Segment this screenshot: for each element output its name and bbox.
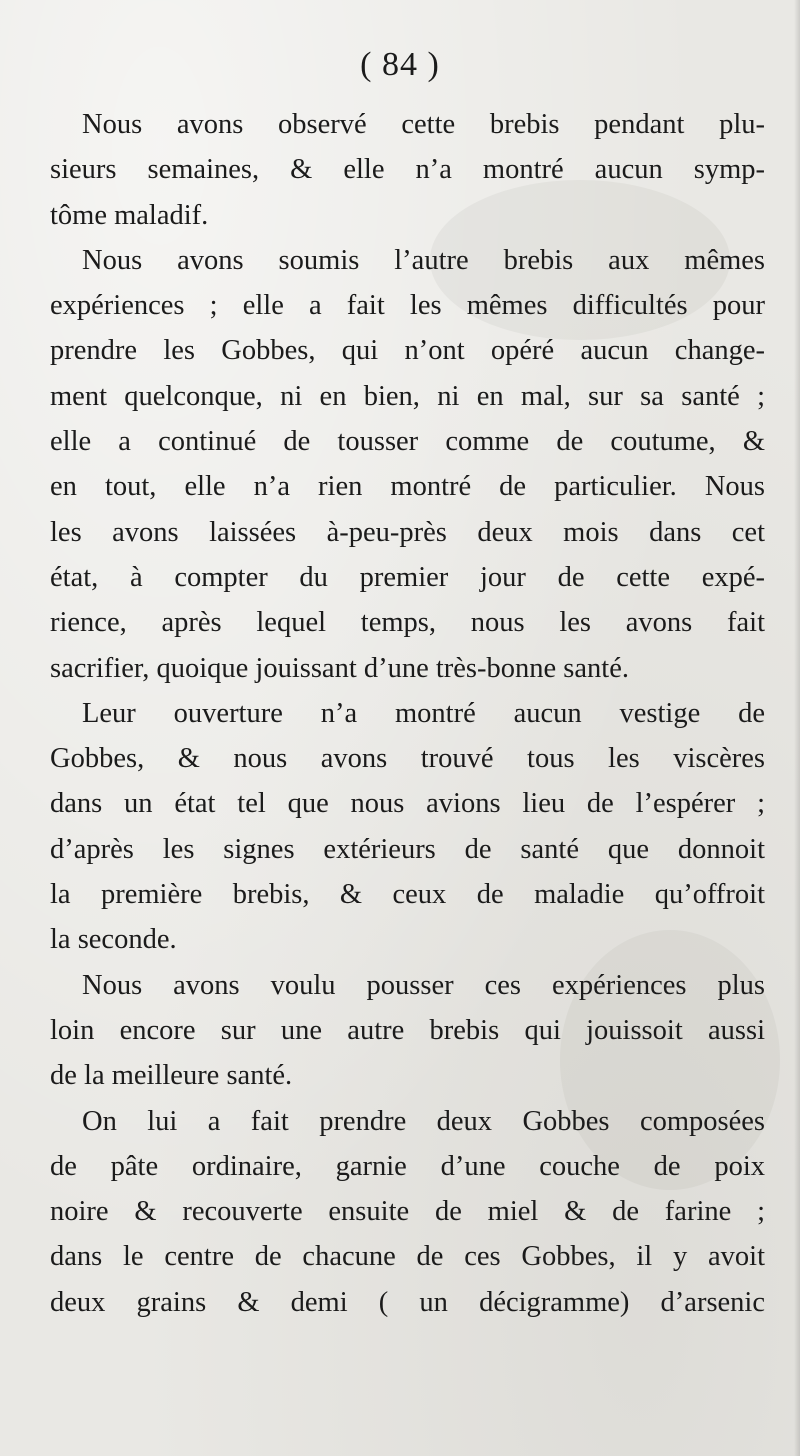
text-line: dans un état tel que nous avions lieu de l’espérer ;	[50, 788, 765, 820]
text-line: Gobbes, & nous avons trouvé tous les viscères	[50, 743, 765, 775]
body-text	[50, 102, 765, 1325]
text-line: prendre les Gobbes, qui n’ont opéré aucun change-	[50, 335, 765, 367]
text-line: d’après les signes extérieurs de santé que donnoit	[50, 833, 765, 865]
text-line: état, à compter du premier jour de cette expé-	[50, 561, 765, 593]
text-line: sacrifier, quoique jouissant d’une très-bonne santé.	[50, 652, 629, 684]
text-line: On lui a fait prendre deux Gobbes composées	[82, 1105, 765, 1137]
text-line: Nous avons observé cette brebis pendant plu-	[82, 109, 765, 140]
text-line: ment quelconque, ni en bien, ni en mal, sur sa santé ;	[50, 380, 765, 412]
text-line: dans le centre de chacune de ces Gobbes, il y avoit	[50, 1241, 765, 1273]
text-line: noire & recouverte ensuite de miel & de farine ;	[50, 1196, 765, 1228]
text-line: en tout, elle n’a rien montré de particulier. Nous	[50, 471, 765, 503]
text-line: tôme maladif.	[50, 199, 209, 231]
text-line: la première brebis, & ceux de maladie qu’offroit	[50, 879, 765, 911]
text-line: loin encore sur une autre brebis qui jouissoit aussi	[50, 1014, 765, 1046]
page-number: ( 84 )	[360, 46, 440, 83]
text-line: expériences ; elle a fait les mêmes difficultés pour	[50, 290, 765, 322]
page-edge-shadow	[794, 0, 800, 1456]
text-line: Leur ouverture n’a montré aucun vestige de	[82, 697, 765, 729]
text-line: elle a continué de tousser comme de coutume, &	[50, 426, 765, 458]
text-line: Nous avons soumis l’autre brebis aux mêmes	[82, 244, 765, 276]
text-line: Nous avons voulu pousser ces expériences plus	[82, 969, 765, 1001]
text-line: les avons laissées à-peu-près deux mois dans cet	[50, 516, 765, 548]
text-line: deux grains & demi ( un décigramme) d’arsenic	[50, 1286, 765, 1318]
text-line: sieurs semaines, & elle n’a montré aucun symp-	[50, 154, 765, 186]
text-line: la seconde.	[50, 924, 177, 956]
text-line: de la meilleure santé.	[50, 1060, 293, 1092]
text-line: rience, après lequel temps, nous les avons fait	[50, 607, 765, 639]
text-line: de pâte ordinaire, garnie d’une couche de poix	[50, 1150, 765, 1182]
